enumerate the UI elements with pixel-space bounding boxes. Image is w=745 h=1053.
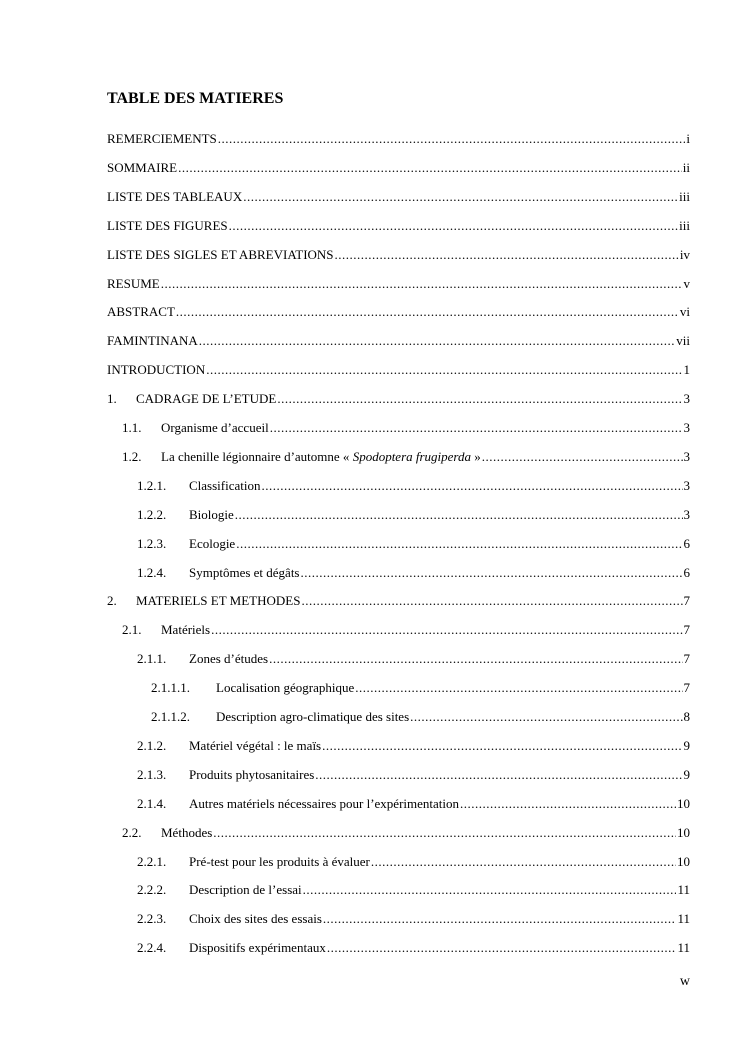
toc-entry-page: 11	[677, 940, 690, 956]
toc-entry-title: Description agro-climatique des sites	[216, 709, 410, 724]
toc-entry[interactable]	[137, 506, 690, 524]
toc-entry-page: 9	[683, 766, 690, 782]
toc-dot-leader	[229, 217, 679, 235]
toc-entry[interactable]	[107, 130, 690, 148]
toc-entry-title: Matériels	[161, 622, 211, 638]
page-title: TABLE DES MATIERES	[107, 90, 284, 107]
toc-entry[interactable]	[107, 159, 690, 177]
toc-entry[interactable]	[122, 448, 690, 466]
toc-entry[interactable]	[107, 303, 690, 321]
toc-dot-leader	[301, 592, 682, 610]
toc-entry[interactable]	[107, 246, 690, 264]
toc-entry-page: 11	[677, 882, 690, 898]
toc-entry[interactable]	[107, 332, 690, 350]
toc-entry-page: 1	[683, 362, 690, 378]
toc-entry-page: 7	[683, 593, 690, 609]
toc-entry-title: Dispositifs expérimentaux	[189, 940, 326, 956]
toc-entry[interactable]	[137, 766, 690, 784]
toc-entry-page: v	[683, 275, 690, 291]
page-number: w	[679, 974, 690, 989]
toc-entry-page: i	[686, 131, 690, 146]
toc-dot-leader	[178, 159, 682, 177]
toc-entry-number: 2.2.1.	[137, 853, 167, 869]
toc-entry[interactable]	[122, 824, 690, 842]
toc-entry-number: 2.1.3.	[137, 766, 167, 782]
toc-dot-leader	[236, 535, 682, 553]
toc-entry[interactable]	[137, 795, 690, 813]
toc-entry-page: 3	[683, 420, 690, 435]
toc-dot-leader	[301, 564, 683, 582]
toc-dot-leader	[335, 246, 679, 264]
toc-entry-number: 1.2.3.	[137, 535, 167, 551]
toc-entry[interactable]	[107, 275, 690, 293]
toc-entry-page: iv	[679, 246, 690, 262]
toc-entry-number: 2.2.3.	[137, 911, 167, 927]
toc-entry-title: RESUME	[107, 275, 160, 291]
toc-entry-number: 2.	[107, 593, 117, 609]
toc-entry-title: Méthodes	[161, 824, 213, 840]
toc-entry-number: 1.2.4.	[137, 564, 167, 580]
toc-entry-title: Biologie	[189, 506, 234, 522]
toc-entry[interactable]	[137, 564, 690, 582]
toc-entry-page: 7	[683, 651, 690, 667]
toc-entry-title	[161, 448, 481, 466]
toc-entry[interactable]	[107, 217, 690, 235]
toc-entry-number: 1.2.1.	[137, 477, 167, 493]
toc-entry-page: 6	[683, 535, 690, 551]
toc-entry-title: Produits phytosanitaires	[189, 766, 315, 782]
toc-dot-leader	[315, 766, 682, 784]
toc-entry-page: iii	[679, 217, 690, 233]
toc-entry-number: 2.1.1.2.	[151, 709, 190, 724]
toc-dot-leader	[327, 939, 677, 957]
toc-dot-leader	[303, 881, 677, 899]
toc-entry[interactable]	[137, 939, 690, 957]
toc-entry-page: 8	[683, 709, 690, 724]
toc-entry-number: 2.2.4.	[137, 940, 167, 956]
toc-entry-title: ABSTRACT	[107, 304, 175, 320]
toc-entry[interactable]	[137, 535, 690, 553]
toc-entry-title: CADRAGE DE L’ETUDE	[136, 391, 277, 407]
toc-entry-page: 3	[683, 506, 690, 522]
toc-entry[interactable]	[137, 477, 690, 495]
toc-entry-title: LISTE DES FIGURES	[107, 217, 228, 233]
toc-dot-leader	[176, 303, 679, 321]
toc-entry-number: 2.1.4.	[137, 795, 167, 811]
toc-entry-title: Zones d’études	[189, 651, 269, 667]
toc-entry[interactable]	[107, 361, 690, 379]
toc-entry-page: 3	[683, 477, 690, 493]
toc-entry-number: 1.2.2.	[137, 506, 167, 522]
toc-entry[interactable]	[122, 621, 690, 639]
toc-entry-title: Pré-test pour les produits à évaluer	[189, 853, 370, 869]
toc-entry-title-part: La chenille légionnaire d’automne «	[161, 448, 353, 464]
toc-entry-title: LISTE DES SIGLES ET ABREVIATIONS	[107, 246, 334, 262]
toc-entry-title: FAMINTINANA	[107, 333, 198, 349]
toc-entry-number: 2.1.2.	[137, 737, 167, 753]
toc-entry[interactable]	[137, 853, 690, 871]
toc-dot-leader	[482, 448, 683, 466]
toc-entry-title: MATERIELS ET METHODES	[136, 593, 301, 609]
toc-dot-leader	[199, 332, 676, 350]
toc-entry-page: vii	[676, 333, 690, 349]
toc-entry-title-italic: Spodoptera frugiperda	[352, 448, 472, 464]
toc-entry-title: Matériel végétal : le maïs	[189, 737, 322, 753]
toc-entry-title: INTRODUCTION	[107, 362, 206, 378]
toc-dot-leader	[235, 506, 683, 524]
toc-entry[interactable]	[151, 679, 690, 697]
toc-entry-title: Choix des sites des essais	[189, 911, 322, 927]
toc-entry-page: iii	[679, 188, 690, 204]
toc-dot-leader	[262, 477, 683, 495]
toc-dot-leader	[323, 910, 677, 928]
toc-dot-leader	[161, 275, 683, 293]
toc-dot-leader	[243, 188, 678, 206]
toc-entry-page: 10	[677, 795, 690, 811]
toc-dot-leader	[206, 361, 682, 379]
toc-dot-leader	[371, 853, 676, 871]
toc-entry[interactable]	[137, 650, 690, 668]
toc-entry-title-part: »	[471, 448, 481, 464]
toc-entry-page: 7	[683, 680, 690, 696]
toc-entry-page: 9	[683, 737, 690, 753]
toc-entry-title: Localisation géographique	[216, 680, 355, 696]
toc-dot-leader	[277, 390, 682, 408]
toc-entry-number: 1.	[107, 391, 117, 407]
toc-entry[interactable]	[137, 910, 690, 928]
toc-entry-number: 2.1.	[122, 622, 142, 638]
toc-dot-leader	[211, 621, 682, 639]
toc-dot-leader	[355, 679, 682, 697]
toc-entry-number: 2.2.2.	[137, 882, 167, 898]
toc-dot-leader	[213, 824, 676, 842]
toc-dot-leader	[322, 737, 682, 755]
toc-entry-page: 7	[683, 622, 690, 638]
toc-entry-number: 1.2.	[122, 448, 142, 464]
toc-entry[interactable]	[137, 737, 690, 755]
toc-entry-title: LISTE DES TABLEAUX	[107, 188, 243, 204]
toc-entry-title: Symptômes et dégâts	[189, 564, 300, 580]
toc-entry-number: 1.1.	[122, 420, 142, 435]
toc-entry-title: Ecologie	[189, 535, 236, 551]
toc-entry-title: Organisme d’accueil	[161, 420, 269, 435]
toc-entry[interactable]	[137, 881, 690, 899]
toc-entry-title: REMERCIEMENTS	[107, 131, 217, 146]
toc-entry-title: SOMMAIRE	[107, 159, 178, 175]
toc-entry-number: 2.1.1.1.	[151, 680, 190, 696]
toc-entry-page: vi	[679, 304, 690, 320]
toc-dot-leader	[218, 130, 686, 148]
toc-entry-page: 10	[677, 853, 690, 869]
toc-dot-leader	[460, 795, 676, 813]
toc-entry[interactable]	[107, 188, 690, 206]
toc-entry-page: 3	[683, 448, 690, 464]
toc-entry-title: Description de l’essai	[189, 882, 302, 898]
toc-entry[interactable]	[122, 419, 690, 437]
toc-entry-title: Autres matériels nécessaires pour l’expérimentation	[189, 795, 460, 811]
toc-dot-leader	[269, 650, 682, 668]
toc-entry-number: 2.1.1.	[137, 651, 167, 667]
toc-entry-title: Classification	[189, 477, 261, 493]
toc-dot-leader	[270, 419, 683, 437]
toc-entry[interactable]	[151, 708, 690, 726]
toc-entry-page: 3	[683, 391, 690, 407]
toc-entry[interactable]	[107, 390, 690, 408]
toc-dot-leader	[410, 708, 682, 726]
toc-entry-page: 6	[683, 564, 690, 580]
toc-entry-page: ii	[682, 159, 690, 175]
toc-entry[interactable]	[107, 592, 690, 610]
toc-entry-page: 10	[677, 824, 690, 840]
toc-entry-page: 11	[677, 911, 690, 927]
toc-entry-number: 2.2.	[122, 824, 142, 840]
